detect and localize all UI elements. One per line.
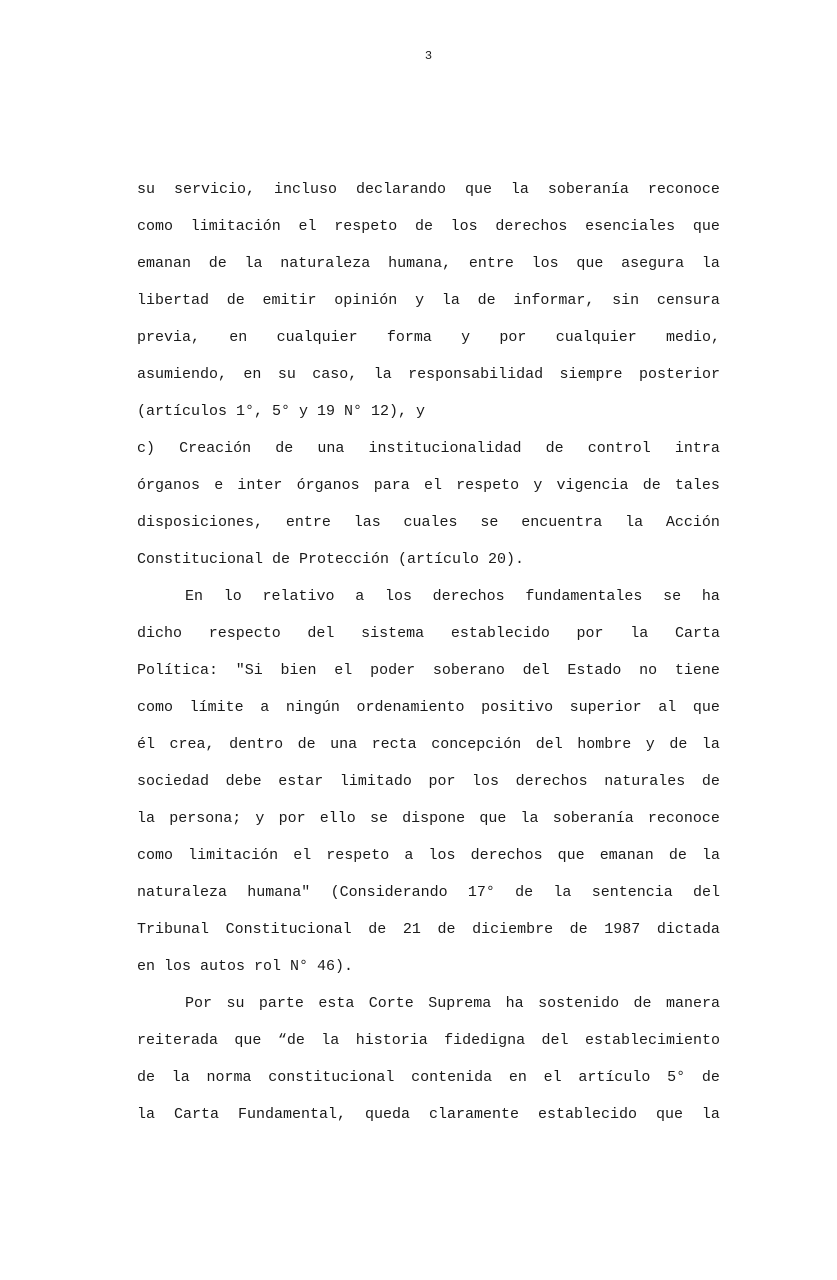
page-number: 3 [424, 49, 433, 63]
text-line: c) Creación de una institucionalidad de control intra [137, 440, 720, 457]
text-line: de la norma constitucional contenida en el artículo 5° de [137, 1069, 720, 1086]
text-line: Política: "Si bien el poder soberano del Estado no tiene [137, 662, 720, 679]
text-line: sociedad debe estar limitado por los derechos naturales de [137, 773, 720, 790]
text-line: como límite a ningún ordenamiento positivo superior al que [137, 699, 720, 716]
text-line: como limitación el respeto a los derechos que emanan de la [137, 847, 720, 864]
text-line: naturaleza humana" (Considerando 17° de la sentencia del [137, 884, 720, 901]
text-line: él crea, dentro de una recta concepción del hombre y de la [137, 736, 720, 753]
text-line: Tribunal Constitucional de 21 de diciembre de 1987 dictada [137, 921, 720, 938]
text-line: la Carta Fundamental, queda claramente establecido que la [137, 1106, 720, 1123]
text-line: su servicio, incluso declarando que la soberanía reconoce [137, 181, 720, 198]
text-line: reiterada que “de la historia fidedigna del establecimiento [137, 1032, 720, 1049]
text-line: asumiendo, en su caso, la responsabilidad siempre posterior [137, 366, 720, 383]
text-line: disposiciones, entre las cuales se encuentra la Acción [137, 514, 720, 531]
text-line: en los autos rol N° 46). [137, 958, 354, 975]
text-line: órganos e inter órganos para el respeto y vigencia de tales [137, 477, 720, 494]
text-line: Por su parte esta Corte Suprema ha sostenido de manera [185, 995, 720, 1012]
text-line: Constitucional de Protección (artículo 20). [137, 551, 525, 568]
text-line: En lo relativo a los derechos fundamentales se ha [185, 588, 720, 605]
text-line: como limitación el respeto de los derechos esenciales que [137, 218, 720, 235]
text-line: emanan de la naturaleza humana, entre los que asegura la [137, 255, 720, 272]
text-line: (artículos 1°, 5° y 19 N° 12), y [137, 403, 426, 420]
text-line: dicho respecto del sistema establecido por la Carta [137, 625, 720, 642]
document-body [137, 171, 720, 1133]
text-line: libertad de emitir opinión y la de informar, sin censura [137, 292, 720, 309]
text-line: previa, en cualquier forma y por cualquier medio, [137, 329, 720, 346]
text-line: la persona; y por ello se dispone que la soberanía reconoce [137, 810, 720, 827]
